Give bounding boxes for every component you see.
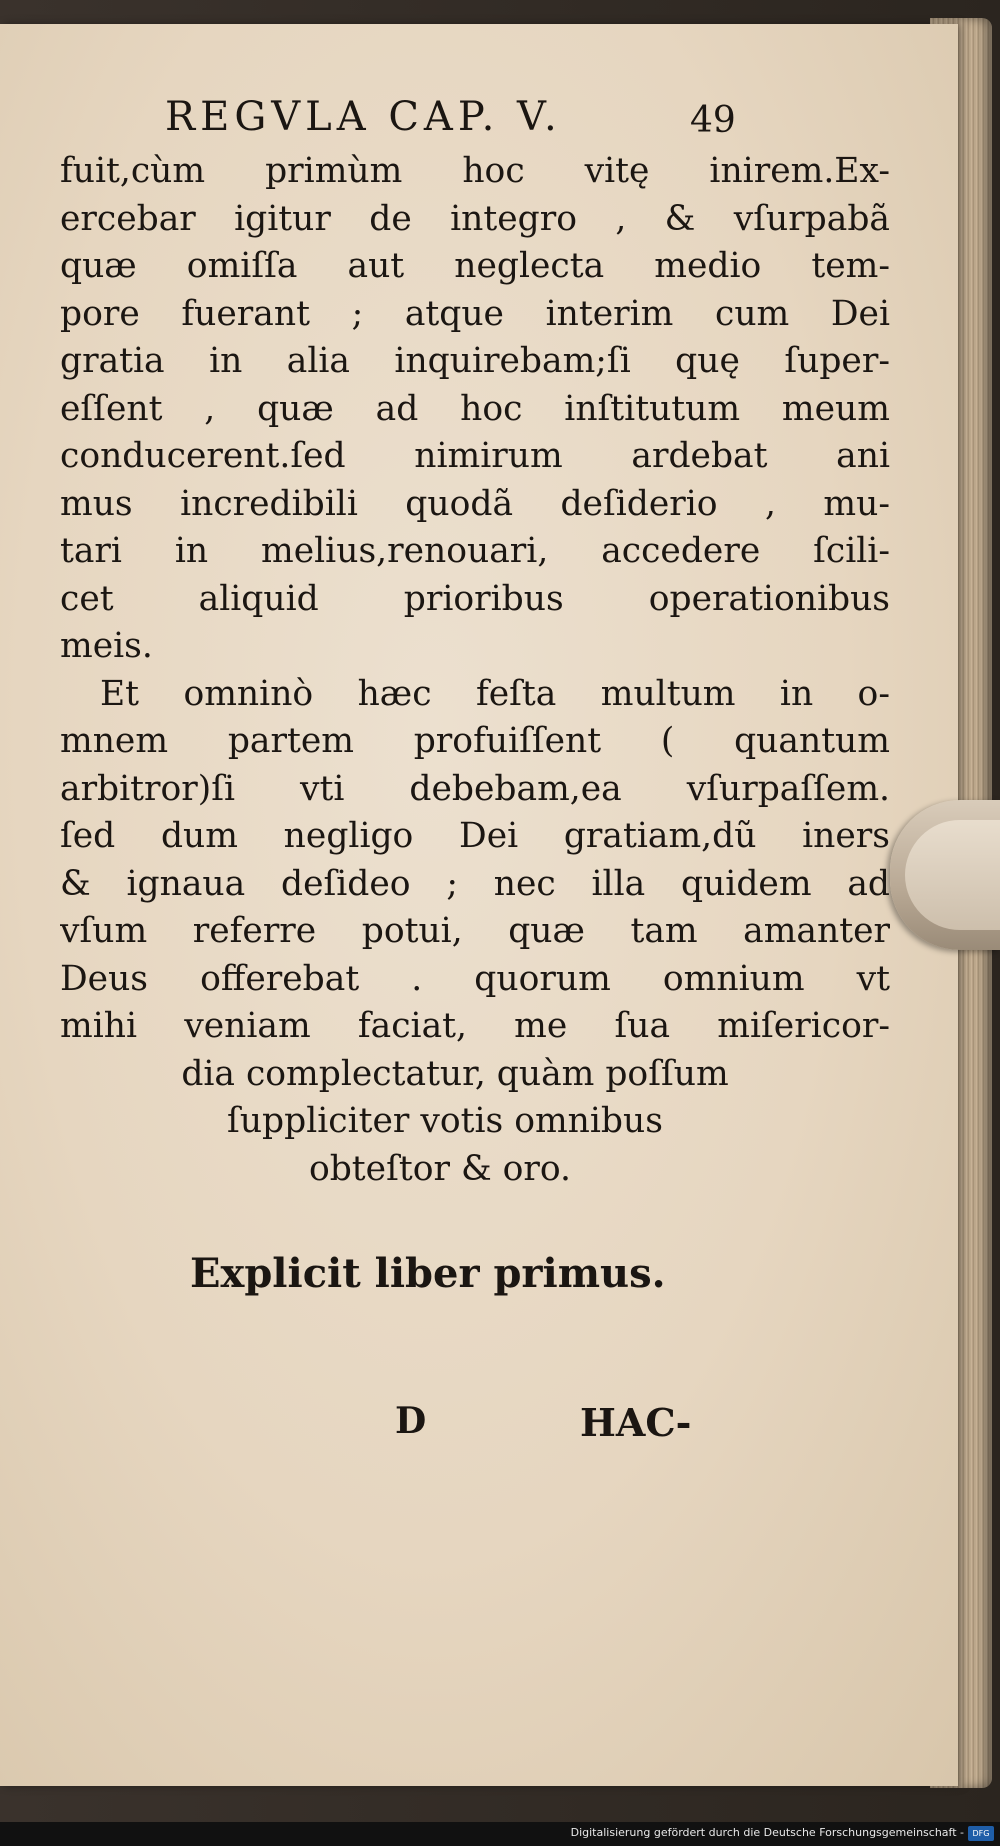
catchword: HAC- xyxy=(580,1400,692,1445)
text-line: eſſent , quæ ad hoc inſtitutum meum xyxy=(60,388,890,429)
text-line: dia complectatur, quàm poſſum xyxy=(181,1053,729,1094)
text-line: mus incredibili quodã deſiderio , mu- xyxy=(60,483,890,524)
text-line: & ignaua deſideo ; nec illa quidem ad xyxy=(60,863,890,904)
text-line: meis. xyxy=(60,626,153,666)
page-number: 49 xyxy=(690,100,736,141)
text-line: gratia in alia inquirebam;ſi quę ſuper- xyxy=(60,341,890,381)
text-line: ercebar igitur de integro , & vſurpabã xyxy=(60,198,890,239)
text-line: vſum referre potui, quæ tam amanter xyxy=(60,911,890,951)
explicit-line: Explicit liber primus. xyxy=(190,1250,666,1297)
text-line: conducerent.ſed nimirum ardebat ani xyxy=(60,436,890,476)
text-line: mihi veniam faciat, me ſua miſericor- xyxy=(60,1006,890,1046)
text-line: ſed dum negligo Dei gratiam,dũ iners xyxy=(60,816,890,856)
text-line: tari in melius,renouari, accedere ſcili- xyxy=(60,531,890,571)
text-line: Deus offerebat . quorum omnium vt xyxy=(60,958,890,999)
body-text xyxy=(60,148,890,1193)
dfg-logo-icon: DFG xyxy=(968,1826,994,1841)
text-line: cet aliquid prioribus operationibus xyxy=(60,578,890,619)
text-line: pore fuerant ; atque interim cum Dei xyxy=(60,293,890,334)
footer-credit: Digitalisierung gefördert durch die Deutsche Forschungsgemeinschaft - xyxy=(570,1826,964,1839)
text-line: mnem partem profuiſſent ( quantum xyxy=(60,721,890,761)
text-line: Et omninò hæc feſta multum in o- xyxy=(100,673,890,714)
text-line: arbitror)ſi vti debebam,ea vſurpaſſem. xyxy=(60,768,890,809)
text-line: fuit,cùm primùm hoc vitę inirem.Ex- xyxy=(60,151,890,191)
signature-mark: D xyxy=(395,1400,427,1442)
text-line: ſuppliciter votis omnibus xyxy=(227,1101,663,1141)
text-line: quæ omiſſa aut neglecta medio tem- xyxy=(60,246,890,286)
running-head: REGVLA CAP. V. xyxy=(165,94,562,140)
text-line: obteſtor & oro. xyxy=(308,1148,572,1189)
